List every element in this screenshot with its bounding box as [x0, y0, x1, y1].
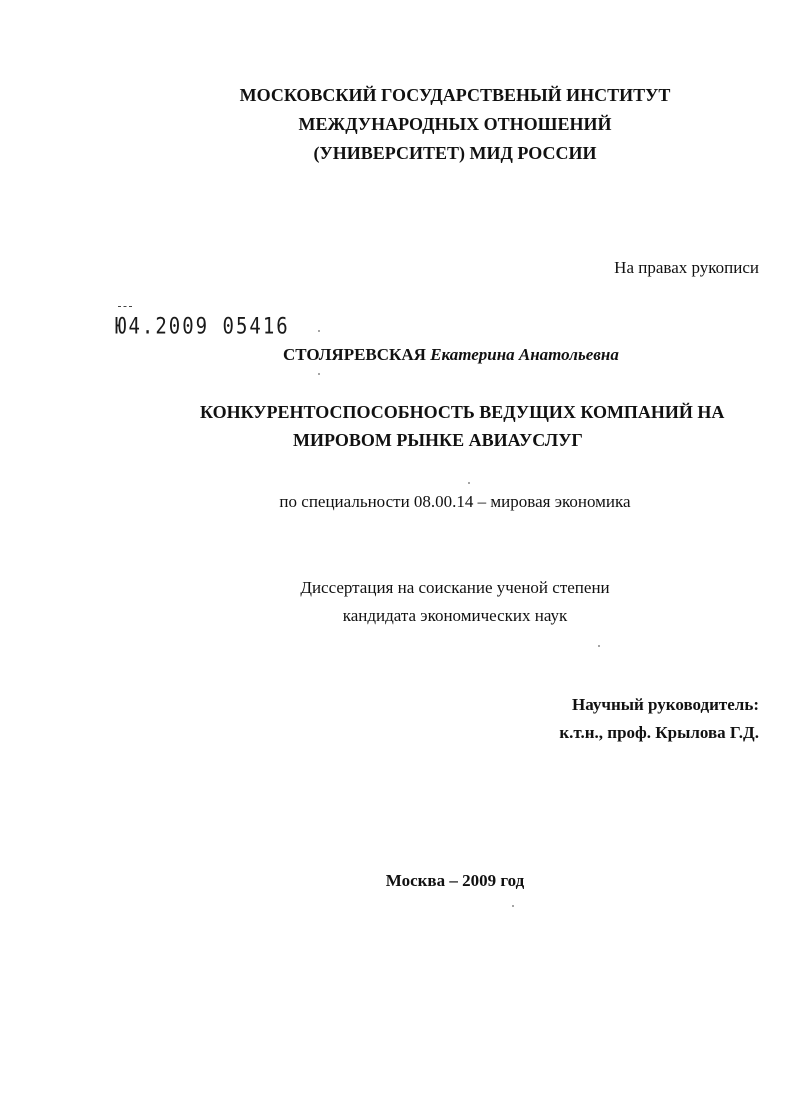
supervisor-name: к.т.н., проф. Крылова Г.Д.	[559, 723, 759, 742]
author-surname: СТОЛЯРЕВСКАЯ	[283, 345, 426, 364]
specialty: по специальности 08.00.14 – мировая экономика	[279, 492, 631, 511]
institution-line-3: (УНИВЕРСИТЕТ) МИД РОССИИ	[313, 143, 597, 163]
scan-speck	[468, 482, 470, 484]
institution-line-2: МЕЖДУНАРОДНЫХ ОТНОШЕНИЙ	[298, 114, 612, 134]
author-given-names: Екатерина Анатольевна	[430, 345, 619, 364]
institution-line-1: МОСКОВСКИЙ ГОСУДАРСТВЕНЫЙ ИНСТИТУТ	[239, 85, 671, 105]
registration-stamp: Ю4.2009 05416	[115, 314, 290, 340]
city-year: Москва – 2009 год	[385, 871, 525, 890]
degree-line-2: кандидата экономических наук	[342, 606, 568, 625]
supervisor-label: Научный руководитель:	[572, 695, 759, 714]
author-name	[283, 345, 619, 365]
stamp-mark	[118, 306, 132, 309]
degree-line-1: Диссертация на соискание ученой степени	[300, 578, 610, 597]
dissertation-title-line-1: КОНКУРЕНТОСПОСОБНОСТЬ ВЕДУЩИХ КОМПАНИЙ НА	[200, 402, 725, 422]
scan-speck	[318, 330, 320, 332]
dissertation-title-line-2: МИРОВОМ РЫНКЕ АВИАУСЛУГ	[293, 430, 583, 450]
scan-speck	[512, 905, 514, 907]
scan-speck	[318, 373, 320, 375]
manuscript-note: На правах рукописи	[614, 258, 759, 277]
scan-speck	[598, 645, 600, 647]
